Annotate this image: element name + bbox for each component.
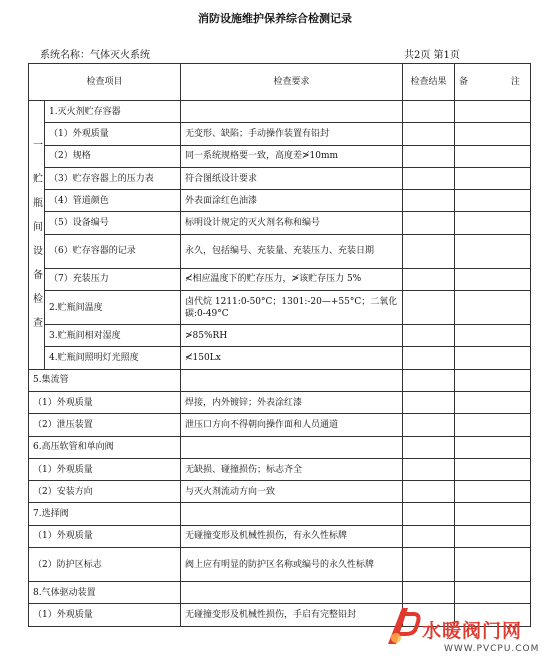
row-item: （1）外观质量 <box>29 604 181 626</box>
row-item: （1）外观质量 <box>29 458 181 480</box>
watermark-text: 水暖阀门网 <box>422 620 523 642</box>
row-requirement: 无变形、缺陷；手动操作装置有铅封 <box>181 123 403 145</box>
table-row <box>29 458 531 480</box>
table-row <box>29 325 531 347</box>
row-note-cell[interactable] <box>455 291 531 325</box>
table-row <box>29 436 531 458</box>
table-row <box>29 548 531 582</box>
row-note-cell[interactable] <box>455 458 531 480</box>
row-result-cell[interactable] <box>403 190 455 212</box>
header-note: 备 注 <box>455 64 531 101</box>
row-item: （2）防护区标志 <box>29 548 181 582</box>
table-row <box>29 268 531 290</box>
table-row <box>29 503 531 525</box>
section-name-char: 检 <box>33 293 43 305</box>
row-note-cell[interactable] <box>455 503 531 525</box>
row-requirement: 符合图纸设计要求 <box>181 167 403 189</box>
row-result-cell[interactable] <box>403 167 455 189</box>
row-result-cell[interactable] <box>403 481 455 503</box>
row-requirement: 与灭火剂流动方向一致 <box>181 481 403 503</box>
table-row <box>29 291 531 325</box>
row-result-cell[interactable] <box>403 123 455 145</box>
row-result-cell[interactable] <box>403 145 455 167</box>
row-requirement <box>181 503 403 525</box>
row-note-cell[interactable] <box>455 436 531 458</box>
document-title: 消防设施维护保养综合检测记录 <box>198 12 352 25</box>
row-requirement: ≯85%RH <box>181 325 403 347</box>
row-note-cell[interactable] <box>455 481 531 503</box>
row-note-cell[interactable] <box>455 391 531 413</box>
table-row <box>29 167 531 189</box>
row-requirement: 无碰撞变形及机械性损伤，手启有完整铅封 <box>181 604 403 626</box>
table-row <box>29 145 531 167</box>
header-item: 检查项目 <box>29 64 181 101</box>
row-note-cell[interactable] <box>455 167 531 189</box>
row-note-cell[interactable] <box>455 369 531 391</box>
row-item: （5）设备编号 <box>45 212 181 234</box>
row-requirement <box>181 101 403 123</box>
system-name: 系统名称：气体灭火系统 <box>40 50 150 61</box>
row-result-cell[interactable] <box>403 347 455 369</box>
section-name-char: 备 <box>33 269 43 281</box>
row-note-cell[interactable] <box>455 525 531 547</box>
row-result-cell[interactable] <box>403 268 455 290</box>
row-note-cell[interactable] <box>455 548 531 582</box>
row-requirement: 标明设计规定的灭火剂名称和编号 <box>181 212 403 234</box>
row-result-cell[interactable] <box>403 458 455 480</box>
row-note-cell[interactable] <box>455 268 531 290</box>
row-result-cell[interactable] <box>403 414 455 436</box>
watermark-url: WWW.PVCPU.COM <box>444 644 540 654</box>
section-label <box>29 101 45 370</box>
row-result-cell[interactable] <box>403 391 455 413</box>
row-note-cell[interactable] <box>455 325 531 347</box>
table-row <box>29 123 531 145</box>
section-name-char: 查 <box>33 317 43 329</box>
row-requirement: 泄压口方向不得朝向操作面和人员通道 <box>181 414 403 436</box>
row-result-cell[interactable] <box>403 291 455 325</box>
header-result: 检查结果 <box>403 64 455 101</box>
row-requirement: 焊接，内外镀锌；外表涂红漆 <box>181 391 403 413</box>
row-result-cell[interactable] <box>403 548 455 582</box>
row-requirement: 无缺损、碰撞损伤；标志齐全 <box>181 458 403 480</box>
row-result-cell[interactable] <box>403 503 455 525</box>
row-item: 8.气体驱动装置 <box>29 582 181 604</box>
row-item: （3）贮存容器上的压力表 <box>45 167 181 189</box>
header-requirement: 检查要求 <box>181 64 403 101</box>
table-row <box>29 414 531 436</box>
row-item: （1）外观质量 <box>29 391 181 413</box>
row-requirement <box>181 582 403 604</box>
row-item: （2）泄压装置 <box>29 414 181 436</box>
row-requirement: ≮相应温度下的贮存压力，≯该贮存压力 5% <box>181 268 403 290</box>
row-note-cell[interactable] <box>455 212 531 234</box>
row-note-cell[interactable] <box>455 234 531 268</box>
table-row <box>29 391 531 413</box>
row-item: 2.贮瓶间温度 <box>45 291 181 325</box>
row-requirement: 外表面涂红色油漆 <box>181 190 403 212</box>
table-header-row <box>29 64 531 101</box>
row-item: （4）管道颜色 <box>45 190 181 212</box>
row-note-cell[interactable] <box>455 123 531 145</box>
row-result-cell[interactable] <box>403 525 455 547</box>
row-requirement: 同一系统规格要一致，高度差≯10mm <box>181 145 403 167</box>
watermark-logo-icon <box>382 604 420 648</box>
row-result-cell[interactable] <box>403 234 455 268</box>
row-result-cell[interactable] <box>403 325 455 347</box>
section-number: 一 <box>33 139 43 151</box>
watermark <box>372 598 550 664</box>
row-requirement: 卤代烷 1211:0-50°C；1301:-20—+55°C；二氧化碳:0-49°C <box>181 291 403 325</box>
section-name-char: 设 <box>33 245 43 257</box>
page-info: 共2页 第1页 <box>404 50 460 61</box>
table-row <box>29 347 531 369</box>
row-requirement: 无碰撞变形及机械性损伤，有永久性标牌 <box>181 525 403 547</box>
row-requirement: ≮150Lx <box>181 347 403 369</box>
row-result-cell[interactable] <box>403 101 455 123</box>
table-row <box>29 369 531 391</box>
table-row <box>29 525 531 547</box>
row-note-cell[interactable] <box>455 145 531 167</box>
table-body <box>29 101 531 627</box>
row-item: 5.集流管 <box>29 369 181 391</box>
table-row <box>29 234 531 268</box>
row-requirement: 永久，包括编号、充装量、充装压力、充装日期 <box>181 234 403 268</box>
row-item: （1）外观质量 <box>29 525 181 547</box>
row-item: 7.选择阀 <box>29 503 181 525</box>
row-note-cell[interactable] <box>455 347 531 369</box>
row-result-cell[interactable] <box>403 436 455 458</box>
row-requirement <box>181 369 403 391</box>
row-item: 1.灭火剂贮存容器 <box>45 101 181 123</box>
inspection-table <box>28 63 540 627</box>
row-note-cell[interactable] <box>455 190 531 212</box>
row-requirement: 阀上应有明显的防护区名称或编号的永久性标牌 <box>181 548 403 582</box>
table-row <box>29 101 531 123</box>
row-item: （2）安装方向 <box>29 481 181 503</box>
section-name-char: 贮 <box>33 173 43 185</box>
row-item: 4.贮瓶间照明灯光照度 <box>45 347 181 369</box>
section-name-char: 间 <box>33 221 43 233</box>
row-item: （7）充装压力 <box>45 268 181 290</box>
row-item: （2）规格 <box>45 145 181 167</box>
row-result-cell[interactable] <box>403 212 455 234</box>
row-result-cell[interactable] <box>403 369 455 391</box>
row-note-cell[interactable] <box>455 414 531 436</box>
row-note-cell[interactable] <box>455 101 531 123</box>
table-row <box>29 212 531 234</box>
row-item: 3.贮瓶间相对湿度 <box>45 325 181 347</box>
row-item: （1）外观质量 <box>45 123 181 145</box>
row-requirement <box>181 436 403 458</box>
row-item: （6）贮存容器的记录 <box>45 234 181 268</box>
table-row <box>29 190 531 212</box>
section-name-char: 瓶 <box>33 197 43 209</box>
table-row <box>29 481 531 503</box>
row-item: 6.高压软管和单向阀 <box>29 436 181 458</box>
